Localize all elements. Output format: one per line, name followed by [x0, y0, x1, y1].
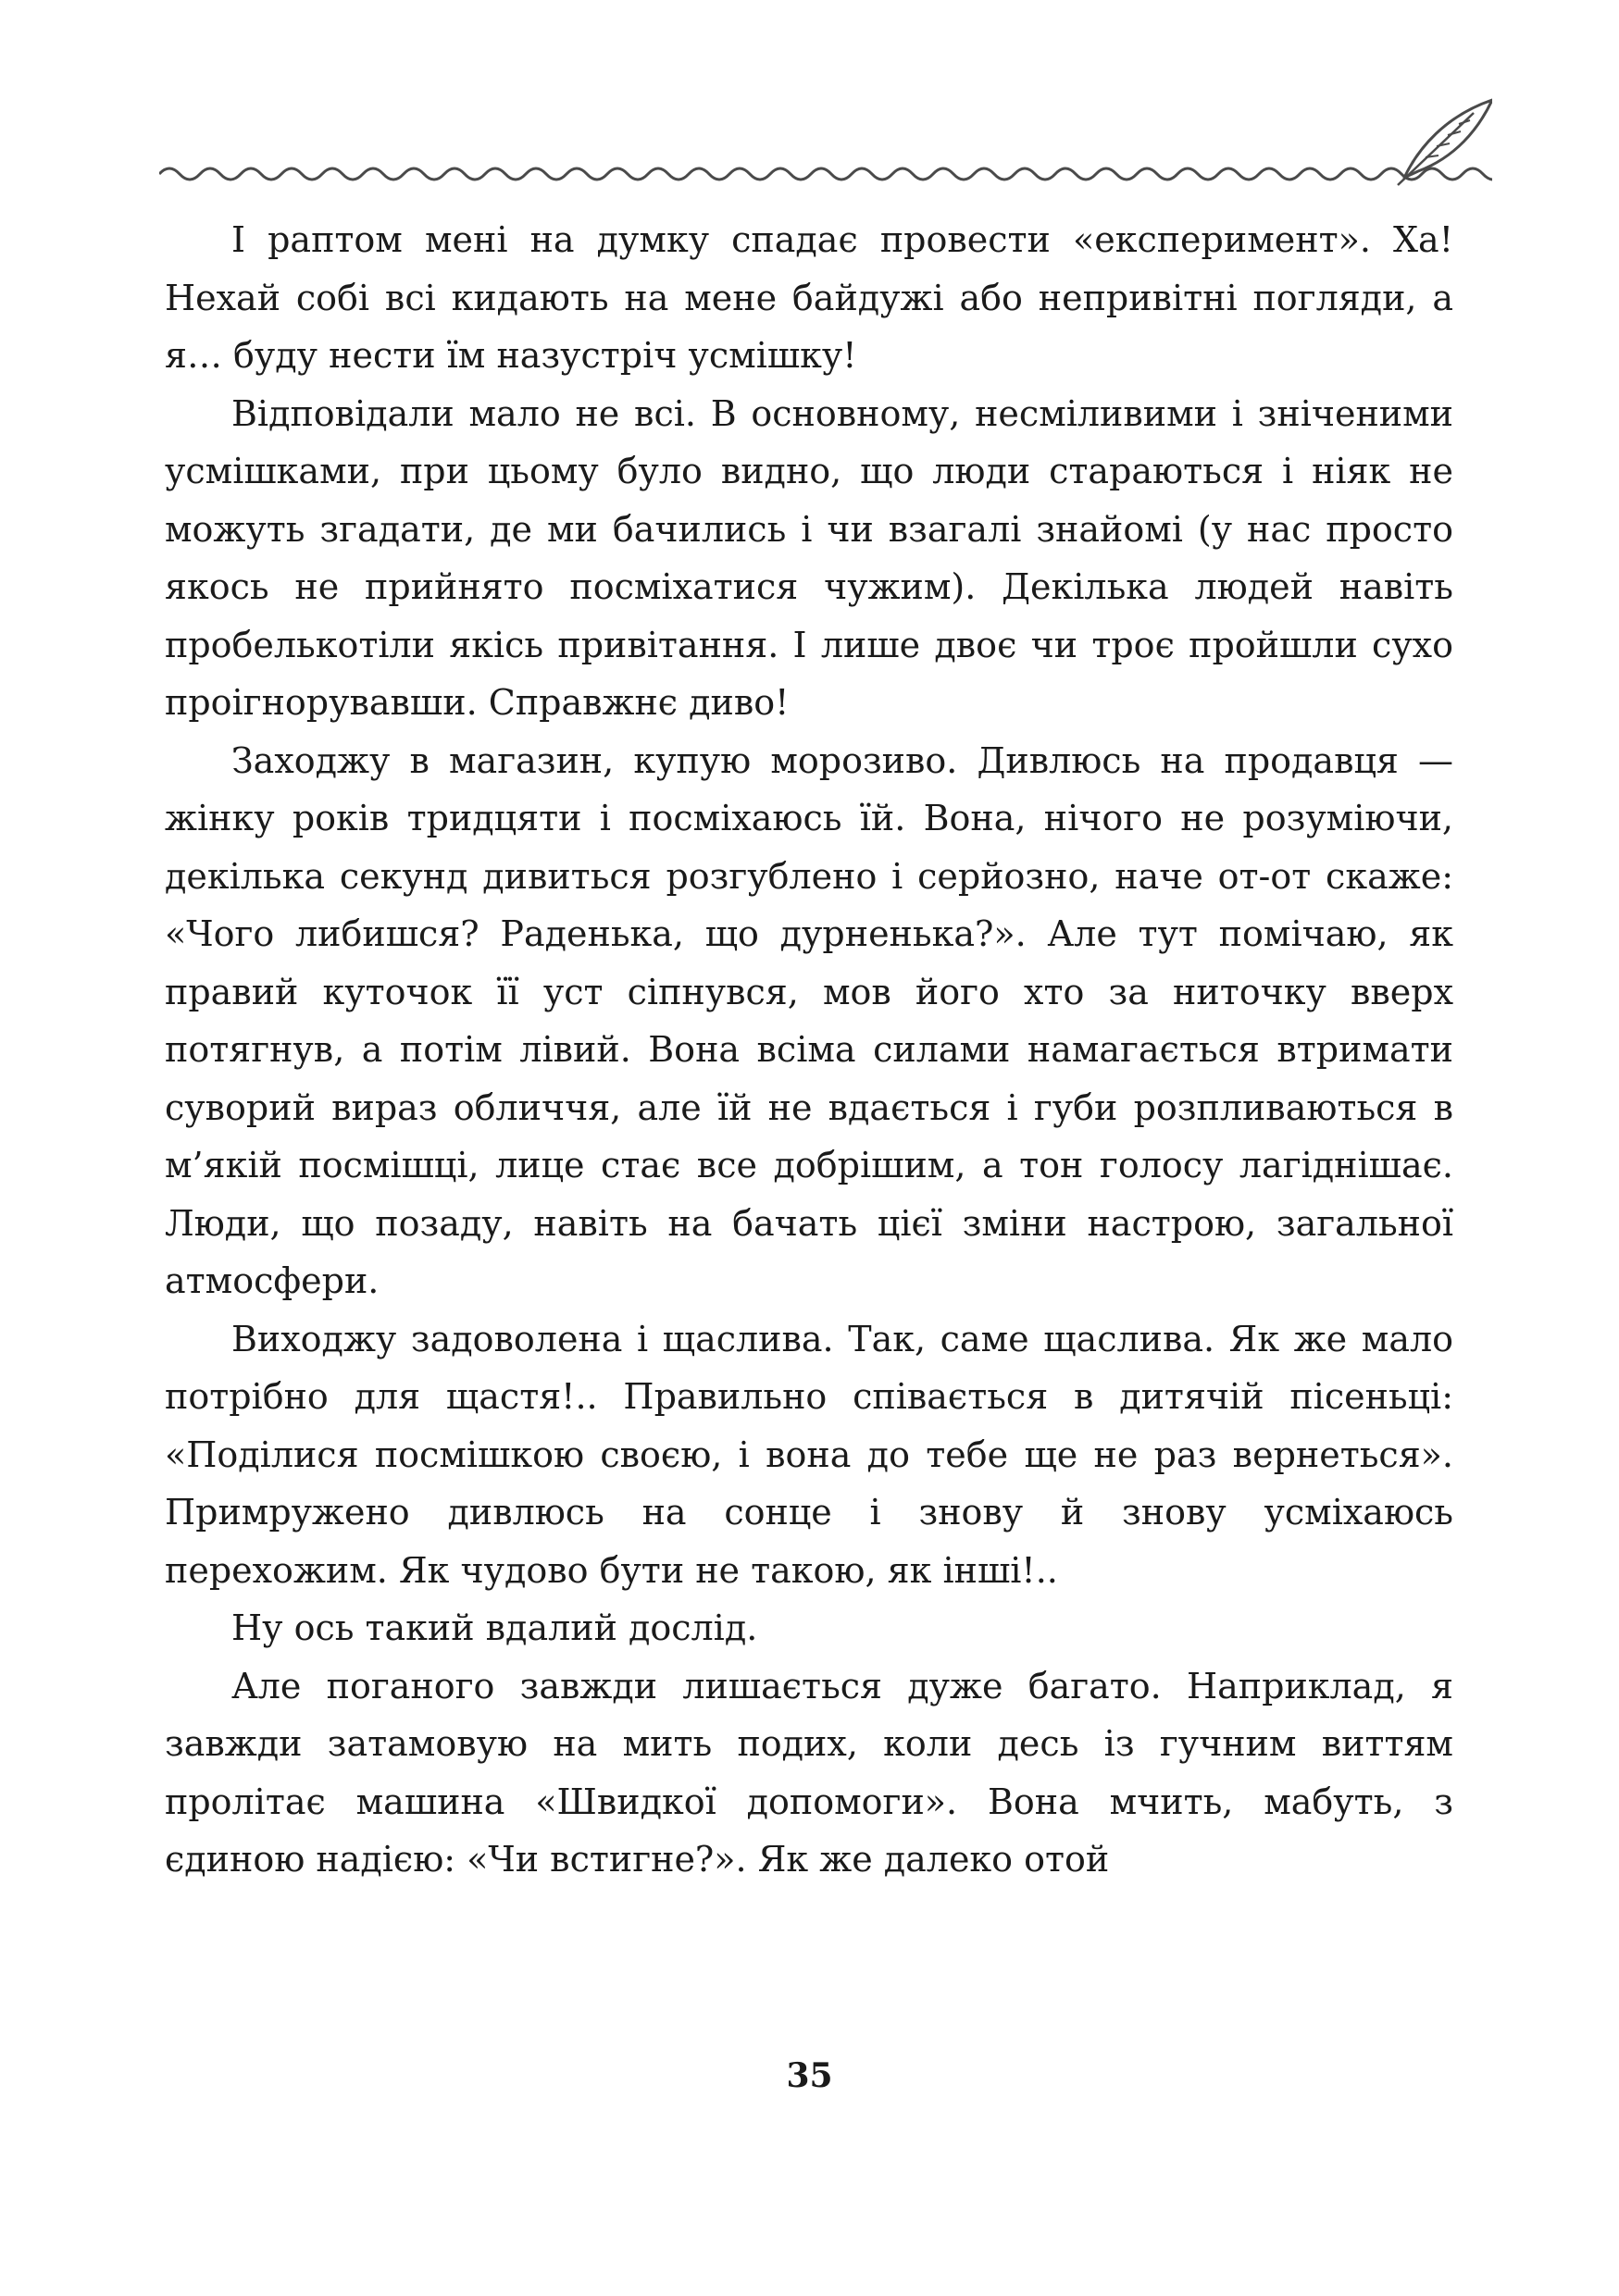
wavy-divider-line — [159, 168, 1492, 180]
body-text — [165, 211, 1453, 1889]
header-ornament — [159, 93, 1492, 194]
paragraph: Але поганого завжди лишається дуже багато. Наприклад, я завжди затамовую на мить подих, коли десь із гучним виттям пролітає машина «Швидкої допомоги». Вона мчить, мабуть, з єдиною надією: «Чи встигне?». Як же далеко отой — [165, 1665, 1453, 1880]
paragraph: Виходжу задоволена і щаслива. Так, саме щаслива. Як же мало потрібно для щастя!.. Правильно співається в дитячій пісеньці: «Поділися посмішкою своєю, і вона до тебе ще не раз вернеться». Примружено дивлюсь на сонце і знову й знову усміхаюсь перехожим. Як чудово бути не такою, як інші!.. — [165, 1318, 1453, 1591]
paragraph: Заходжу в магазин, купую морозиво. Дивлюсь на продавця — жінку років тридцяти і посміхаюсь їй. Вона, нічого не розуміючи, декілька секунд дивиться розгублено і серйозно, наче от-от скаже: «Чого либишся? Раденька, що дурненька?». Але тут помічаю, як правий куточок її уст сіпнувся, мов його хто за ниточку вверх потягнув, а потім лівий. Вона всіма силами намагається втримати суворий вираз обличчя, але їй не вдається і губи розпливаються в м’якій посмішці, лице стає все добрішим, а тон голосу лагіднішає. Люди, що позаду, навіть на бачать цієї зміни настрою, загальної атмосфери. — [165, 739, 1453, 1301]
feather-quill-icon — [1398, 100, 1492, 185]
paragraph: Відповідали мало не всі. В основному, несміливими і зніченими усмішками, при цьому було видно, що люди стараються і ніяк не можуть згадати, де ми бачились і чи взагалі знайомі (у нас просто якось не прийнято посміхатися чужим). Декілька людей навіть пробелькотіли якісь привітання. І лише двоє чи троє пройшли сухо проігнорувавши. Справжнє диво! — [165, 392, 1453, 723]
paragraph: Ну ось такий вдалий дослід. — [231, 1607, 758, 1648]
paragraph: І раптом мені на думку спадає провести «експеримент». Ха! Нехай собі всі кидають на мене байдужі або непривітні погляди, а я… буду нести їм назустріч усмішку! — [165, 219, 1453, 376]
page-number: 35 — [786, 2056, 833, 2095]
